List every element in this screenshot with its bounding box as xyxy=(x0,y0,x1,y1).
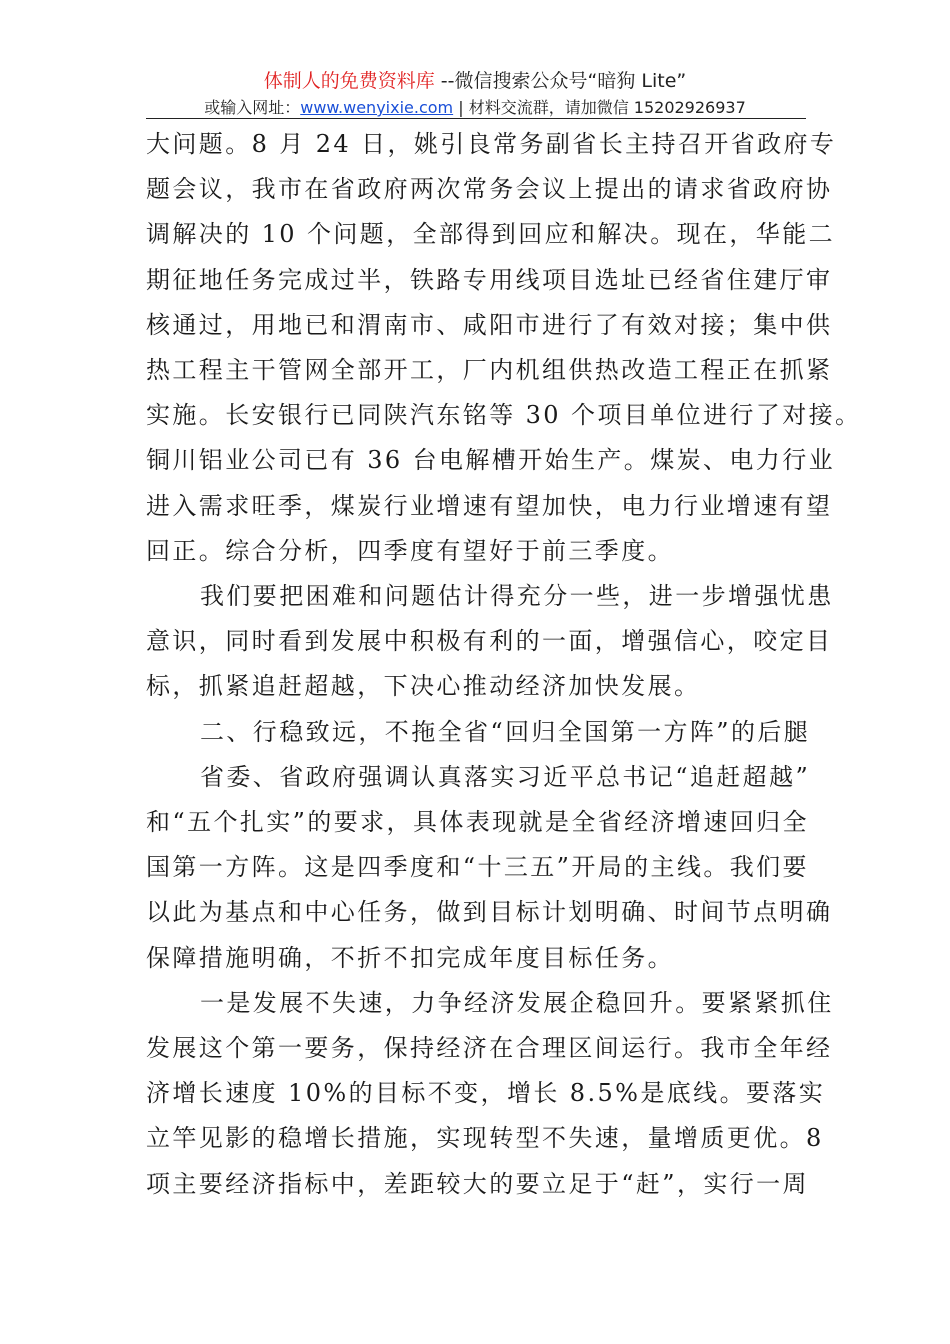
text-line: 标，抓紧追赶超越，下决心推动经济加快发展。 xyxy=(146,672,701,701)
header-slogan: --微信搜索公众号“暗狗 Lite” xyxy=(434,70,687,92)
header-url-link[interactable]: www.wenyixie.com xyxy=(300,98,454,117)
text-line: 大问题。8 月 24 日，姚引良常务副省长主持召开省政府专 xyxy=(146,130,837,158)
header-brand: 体制人的免费资料库 xyxy=(263,70,435,92)
text-line: 和“五个扎实”的要求，具体表现就是全省经济增速回归全 xyxy=(146,808,809,837)
header-title-line xyxy=(0,68,950,94)
header-url-prefix: 或输入网址： xyxy=(204,98,301,117)
text-line: 项主要经济指标中，差距较大的要立足于“赶”，实行一周 xyxy=(146,1169,809,1198)
text-line: 省委、省政府强调认真落实习近平总书记“追赶超越” xyxy=(200,762,811,791)
text-line: 我们要把困难和问题估计得充分一些，进一步增强忧患 xyxy=(200,582,834,611)
text-line: 回正。综合分析，四季度有望好于前三季度。 xyxy=(146,536,674,565)
header-contact: 材料交流群，请加微信 15202926937 xyxy=(468,98,746,117)
text-line: 保障措施明确，不折不扣完成年度目标任务。 xyxy=(146,943,674,972)
text-line: 发展这个第一要务，保持经济在合理区间运行。我市全年经 xyxy=(146,1034,833,1063)
text-line: 期征地任务完成过半，铁路专用线项目选址已经省住建厅审 xyxy=(146,265,833,294)
text-line: 实施。长安银行已同陕汽东铭等 30 个项目单位进行了对接。 xyxy=(146,401,862,430)
text-line: 国第一方阵。这是四季度和“十三五”开局的主线。我们要 xyxy=(146,853,809,882)
section-heading: 二、行稳致远，不拖全省“回归全国第一方阵”的后腿 xyxy=(200,717,811,746)
text-line: 一是发展不失速，力争经济发展企稳回升。要紧紧抓住 xyxy=(200,988,834,1017)
text-line: 题会议，我市在省政府两次常务会议上提出的请求省政府协 xyxy=(146,175,833,204)
header-separator: | xyxy=(453,98,469,117)
text-line: 以此为基点和中心任务，做到目标计划明确、时间节点明确 xyxy=(146,898,833,927)
text-line: 铜川铝业公司已有 36 台电解槽开始生产。煤炭、电力行业 xyxy=(146,446,835,475)
text-line: 核通过，用地已和渭南市、咸阳市进行了有效对接；集中供 xyxy=(146,310,833,339)
text-line: 调解决的 10 个问题，全部得到回应和解决。现在，华能二 xyxy=(146,220,835,249)
header-contact-line xyxy=(0,96,950,120)
text-line: 进入需求旺季，煤炭行业增速有望加快，电力行业增速有望 xyxy=(146,491,833,520)
text-line: 意识，同时看到发展中积极有利的一面，增强信心，咬定目 xyxy=(146,627,833,656)
text-line: 立竿见影的稳增长措施，实现转型不失速，量增质更优。8 xyxy=(146,1124,824,1153)
document-body xyxy=(146,122,862,1207)
text-line: 热工程主干管网全部开工，厂内机组供热改造工程正在抓紧 xyxy=(146,356,833,385)
text-line: 济增长速度 10%的目标不变，增长 8.5%是底线。要落实 xyxy=(146,1079,826,1108)
header-divider xyxy=(146,118,806,119)
document-header xyxy=(0,68,950,120)
